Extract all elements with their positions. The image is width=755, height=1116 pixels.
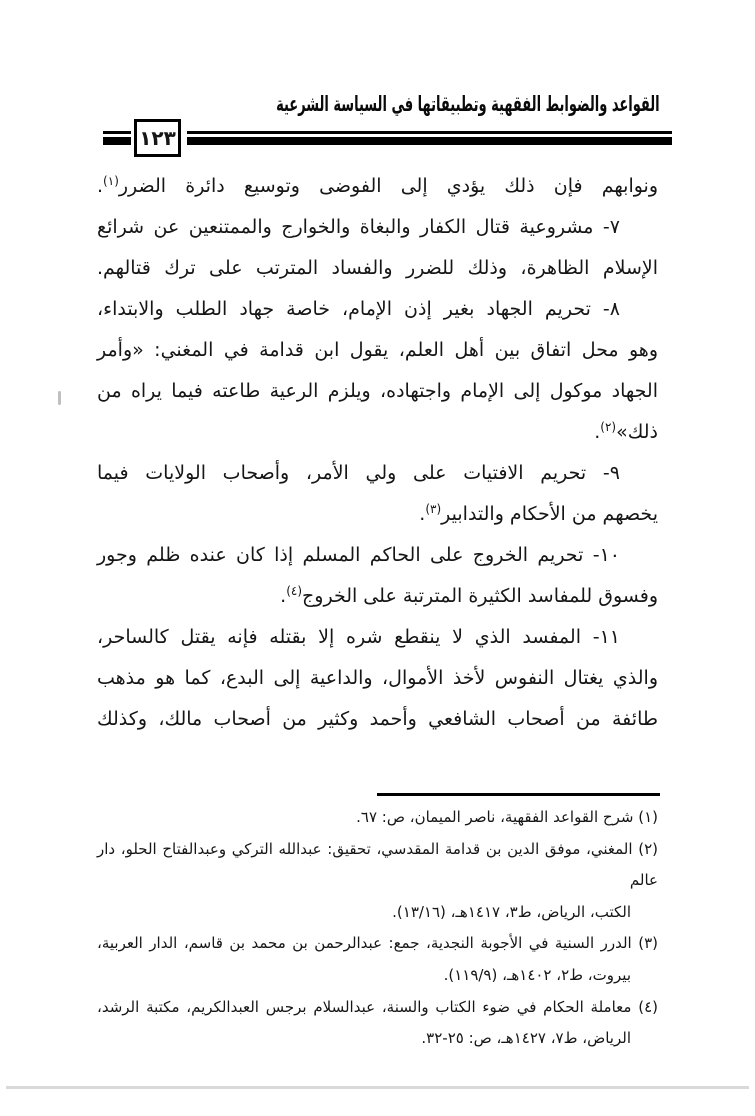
footnote-ref: (١) — [103, 174, 119, 188]
line-text: ٩- تحريم الافتيات على ولي الأمر، وأصحاب الولايات فيما — [97, 462, 620, 484]
page-number-badge — [134, 119, 181, 157]
body-line — [97, 453, 658, 494]
body-line — [97, 617, 658, 658]
footnote-marker: (٢) — [638, 839, 658, 858]
running-head-title: القواعد والضوابط الفقهية وتطبيقاتها في السياسة الشرعية — [276, 92, 660, 116]
footnote-text: المغني، موفق الدين بن قدامة المقدسي، تحقيق: عبدالله التركي وعبدالفتاح الحلو، دار عالم — [97, 839, 658, 890]
footnote-line — [97, 1023, 658, 1055]
footnote-marker: (١) — [638, 808, 658, 826]
header-rule-left — [103, 131, 131, 145]
body-line — [97, 535, 658, 576]
line-tail: . — [280, 585, 287, 607]
line-text: وفسوق للمفاسد الكثيرة المترتبة على الخروج — [302, 585, 658, 607]
body-line — [97, 289, 658, 330]
footnote-text: الكتب، الرياض، ط٣، ١٤١٧هـ، (١٣/١٦). — [392, 902, 631, 921]
body-text — [97, 166, 658, 740]
body-line — [97, 494, 658, 535]
line-text: ٨- تحريم الجهاد بغير إذن الإمام، خاصة جهاد الطلب والابتداء، — [97, 298, 620, 320]
header-rule-left-thick — [103, 137, 131, 145]
line-text: والذي يغتال النفوس لأخذ الأموال، والداعية إلى البدع، كما هو مذهب — [97, 667, 658, 689]
line-text: وهو محل اتفاق بين أهل العلم، يقول ابن قدامة في المغني: «وأمر — [97, 339, 658, 361]
footnote-text: شرح القواعد الفقهية، ناصر الميمان، ص: ٦٧. — [356, 808, 634, 826]
footnote-text: بيروت، ط٢، ١٤٠٢هـ، (١١٩/٩). — [443, 965, 631, 984]
line-text: ونوابهم فإن ذلك يؤدي إلى الفوضى وتوسيع دائرة الضرر — [118, 175, 658, 197]
line-text: الإسلام الظاهرة، وذلك للضرر والفساد المترتب على ترك قتالهم. — [97, 257, 658, 279]
body-line — [97, 576, 658, 617]
line-text: يخصهم من الأحكام والتدابير — [441, 503, 658, 525]
footnote-ref: (٣) — [425, 502, 442, 516]
body-line — [97, 371, 658, 412]
line-text: طائفة من أصحاب الشافعي وأحمد وكثير من أصحاب مالك، وكذلك — [97, 708, 658, 730]
footnote-line — [97, 834, 658, 897]
body-line — [97, 658, 658, 699]
line-text: ١٠- تحريم الخروج على الحاكم المسلم إذا كان عنده ظلم وجور — [97, 544, 620, 566]
body-line — [97, 248, 658, 289]
footnote-line — [97, 897, 658, 929]
line-tail: . — [97, 175, 104, 197]
header-rule-right-thick — [187, 137, 672, 145]
footnote-line — [97, 960, 658, 992]
body-line — [97, 412, 658, 453]
body-line — [97, 207, 658, 248]
line-tail: . — [419, 503, 426, 525]
header-rule-left-thin — [103, 131, 131, 134]
footnote-separator — [377, 793, 660, 796]
footnote-marker: (٣) — [638, 934, 658, 953]
footnote-marker: (٤) — [638, 997, 658, 1016]
footnote-line — [97, 928, 658, 960]
line-text: الجهاد موكول إلى الإمام واجتهاده، ويلزم الرعية طاعته فيما يراه من — [97, 380, 658, 402]
body-line — [97, 699, 658, 740]
footnote-ref: (٤) — [286, 584, 303, 598]
line-text: ١١- المفسد الذي لا ينقطع شره إلا بقتله فإنه يقتل كالساحر، — [97, 626, 620, 648]
footnote-text: معاملة الحكام في ضوء الكتاب والسنة، عبدالسلام برجس العبدالكريم، مكتبة الرشد، — [97, 997, 632, 1016]
header-rule-right — [187, 131, 672, 145]
body-line — [97, 330, 658, 371]
scan-artifact — [58, 391, 61, 405]
line-tail: . — [594, 421, 601, 443]
footnote-text: الدرر السنية في الأجوبة النجدية، جمع: عبدالرحمن بن محمد بن قاسم، الدار العربية، — [97, 934, 632, 953]
line-text: ٧- مشروعية قتال الكفار والبغاة والخوارج والممتنعين عن شرائع — [97, 216, 620, 238]
footnote-line — [97, 802, 658, 834]
footnote-line — [97, 992, 658, 1024]
line-text: ذلك» — [616, 421, 658, 443]
footnote-text: الرياض، ط٧، ١٤٢٧هـ، ص: ٢٥-٣٢. — [421, 1029, 631, 1048]
page-number: ١٢٣ — [139, 126, 176, 150]
scan-edge-shadow — [6, 1086, 749, 1089]
body-line — [97, 166, 658, 207]
header-rule-right-thin — [187, 131, 672, 134]
footnote-ref: (٢) — [600, 420, 617, 434]
footnotes — [97, 802, 658, 1055]
